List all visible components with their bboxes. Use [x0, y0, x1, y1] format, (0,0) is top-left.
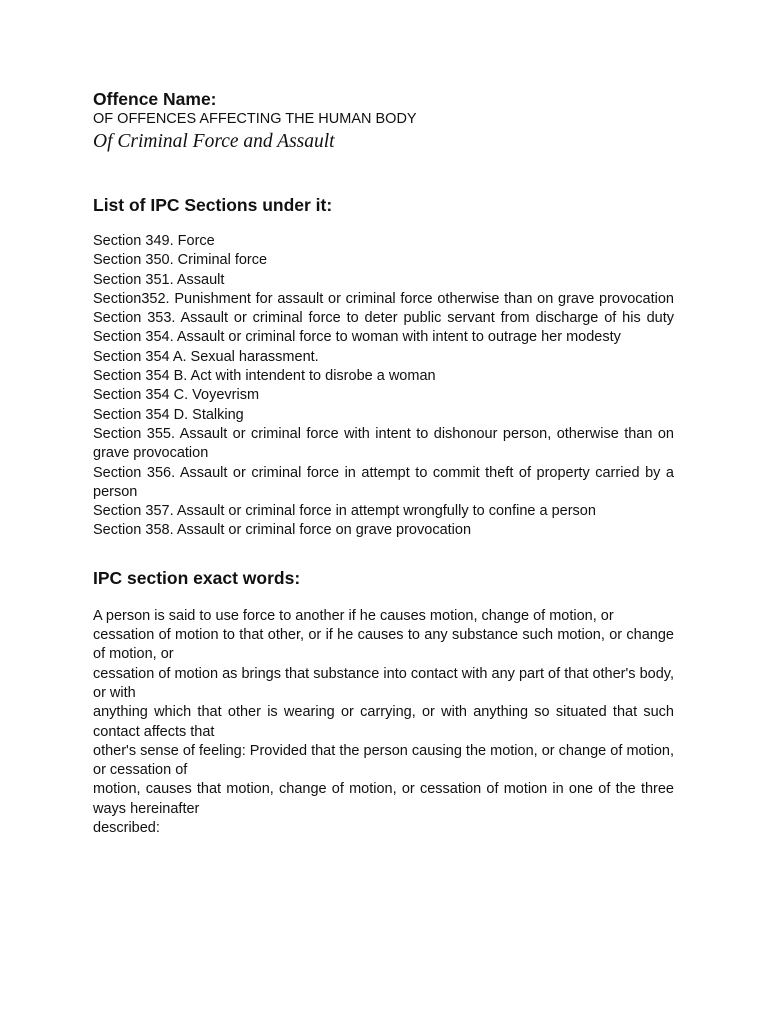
- list-item: Section 357. Assault or criminal force in attempt wrongfully to confine a person: [93, 503, 596, 520]
- exact-words-text: [93, 607, 674, 839]
- list-item: Section 354 D. Stalking: [93, 406, 244, 423]
- list-item: Section 349. Force: [93, 233, 215, 249]
- list-item: Section 351. Assault: [93, 271, 225, 288]
- document-page: [93, 88, 674, 838]
- list-item: Section 356. Assault or criminal force in attempt to commit theft of property carried by a person: [93, 464, 674, 500]
- list-item: Section 354 C. Voyevrism: [93, 387, 260, 404]
- sections-list: [93, 232, 674, 541]
- offence-category: OF OFFENCES AFFECTING THE HUMAN BODY: [93, 111, 417, 127]
- text-line: A person is said to use force to another if he causes motion, change of motion, or: [93, 607, 614, 624]
- sections-list-heading: List of IPC Sections under it:: [93, 195, 333, 215]
- list-item: Section 355. Assault or criminal force with intent to dishonour person, otherwise than on grave provocation: [93, 425, 674, 462]
- offence-subtitle: Of Criminal Force and Assault: [93, 131, 335, 152]
- offence-name-heading: Offence Name:: [93, 89, 217, 109]
- text-line: cessation of motion to that other, or if he causes to any substance such motion, or change of motion, or: [93, 627, 674, 663]
- list-item: Section352. Punishment for assault or criminal force otherwise than on grave provocation Section 353. Assault or criminal force to deter public servant from discharge of his duty Section 354. Assault or criminal force to woman with intent to outrage her modesty: [93, 290, 674, 346]
- text-line: other's sense of feeling: Provided that the person causing the motion, or change of motion, or cessation of: [93, 742, 674, 779]
- text-line: cessation of motion as brings that substance into contact with any part of that other's body, or with: [93, 665, 674, 701]
- text-line: anything which that other is wearing or carrying, or with anything so situated that such contact affects that: [93, 704, 674, 740]
- exact-words-heading: IPC section exact words:: [93, 567, 301, 588]
- text-line: described:: [93, 820, 160, 837]
- list-item: Section 350. Criminal force: [93, 252, 268, 269]
- list-item: Section 358. Assault or criminal force on grave provocation: [93, 522, 472, 539]
- list-item: Section 354 B. Act with intendent to disrobe a woman: [93, 368, 436, 385]
- offence-block: [93, 88, 674, 155]
- text-line: motion, causes that motion, change of motion, or cessation of motion in one of the three ways hereinafter: [93, 781, 674, 817]
- list-item: Section 354 A. Sexual harassment.: [93, 348, 319, 365]
